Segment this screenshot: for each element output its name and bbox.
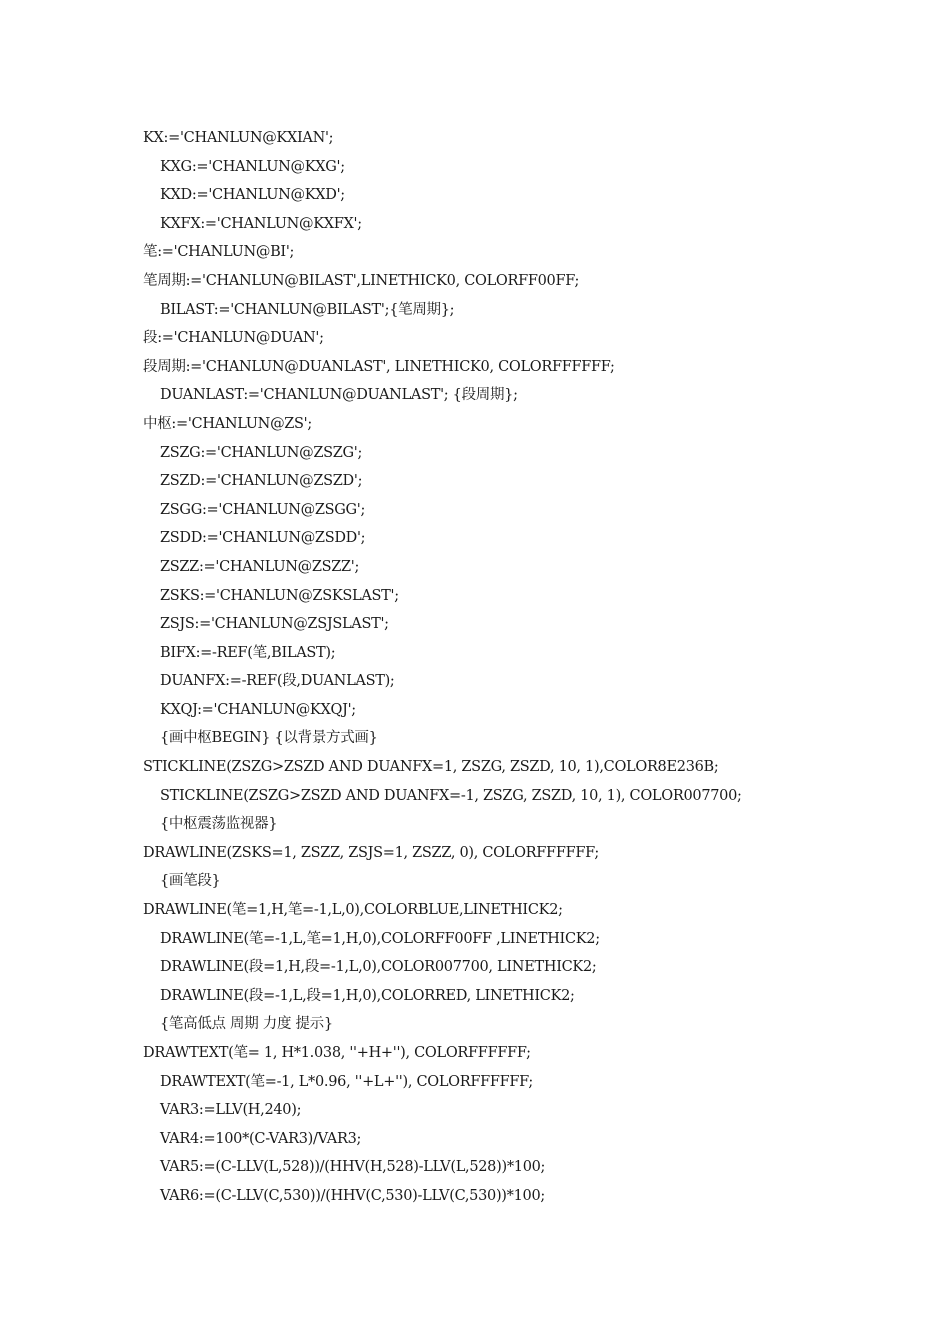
code-comment: {笔高低点 周期 力度 提示}: [160, 1016, 333, 1033]
code-line: BIFX:=-REF(笔,BILAST);: [160, 644, 336, 661]
code-comment: {画中枢BEGIN} {以背景方式画}: [160, 730, 378, 747]
code-line: BILAST:='CHANLUN@BILAST';{笔周期};: [160, 301, 455, 318]
code-line: 段:='CHANLUN@DUAN';: [143, 330, 324, 347]
code-line: ZSJS:='CHANLUN@ZSJSLAST';: [160, 616, 389, 633]
code-line: DRAWTEXT(笔= 1, H*1.038, ''+H+''), COLORFFFFFF;: [143, 1045, 531, 1061]
code-line: DRAWLINE(笔=-1,L,笔=1,H,0),COLORFF00FF ,LINETHICK2;: [160, 930, 600, 947]
code-line: DRAWLINE(段=-1,L,段=1,H,0),COLORRED, LINETHICK2;: [160, 987, 575, 1004]
code-line: VAR5:=(C-LLV(L,528))/(HHV(H,528)-LLV(L,528))*100;: [160, 1159, 546, 1176]
code-line: KXD:='CHANLUN@KXD';: [160, 187, 345, 204]
code-line: DRAWLINE(段=1,H,段=-1,L,0),COLOR007700, LINETHICK2;: [160, 959, 597, 976]
code-line: VAR4:=100*(C-VAR3)/VAR3;: [160, 1130, 362, 1147]
formula-code-block: [143, 124, 903, 1211]
code-line: KXQJ:='CHANLUN@KXQJ';: [160, 701, 356, 718]
code-line: ZSZD:='CHANLUN@ZSZD';: [160, 473, 363, 490]
code-line: KXG:='CHANLUN@KXG';: [160, 158, 345, 175]
code-line: DUANLAST:='CHANLUN@DUANLAST'; {段周期};: [160, 387, 518, 404]
code-line: DRAWTEXT(笔=-1, L*0.96, ''+L+''), COLORFFFFFF;: [160, 1073, 534, 1090]
code-line: DRAWLINE(笔=1,H,笔=-1,L,0),COLORBLUE,LINETHICK2;: [143, 902, 563, 919]
code-line: STICKLINE(ZSZG>ZSZD AND DUANFX=1, ZSZG, ZSZD, 10, 1),COLOR8E236B;: [143, 759, 719, 776]
code-line: KXFX:='CHANLUN@KXFX';: [160, 215, 362, 232]
code-line: 中枢:='CHANLUN@ZS';: [143, 415, 312, 432]
code-comment: {中枢震荡监视器}: [160, 816, 278, 833]
code-line: DUANFX:=-REF(段,DUANLAST);: [160, 673, 395, 690]
code-line: ZSZG:='CHANLUN@ZSZG';: [160, 444, 363, 461]
code-line: STICKLINE(ZSZG>ZSZD AND DUANFX=-1, ZSZG, ZSZD, 10, 1), COLOR007700;: [160, 787, 742, 804]
code-line: ZSDD:='CHANLUN@ZSDD';: [160, 530, 366, 547]
code-line: ZSZZ:='CHANLUN@ZSZZ';: [160, 558, 360, 575]
code-line: ZSKS:='CHANLUN@ZSKSLAST';: [160, 587, 399, 604]
code-line: ZSGG:='CHANLUN@ZSGG';: [160, 501, 366, 518]
code-line: VAR6:=(C-LLV(C,530))/(HHV(C,530)-LLV(C,530))*100;: [160, 1187, 545, 1204]
code-line: 段周期:='CHANLUN@DUANLAST', LINETHICK0, COLORFFFFFF;: [143, 358, 615, 375]
code-line: KX:='CHANLUN@KXIAN';: [143, 130, 334, 146]
code-comment: {画笔段}: [160, 873, 221, 890]
code-line: 笔周期:='CHANLUN@BILAST',LINETHICK0, COLORFF00FF;: [143, 272, 580, 289]
code-line: DRAWLINE(ZSKS=1, ZSZZ, ZSJS=1, ZSZZ, 0), COLORFFFFFF;: [143, 844, 599, 861]
code-line: VAR3:=LLV(H,240);: [160, 1102, 302, 1119]
code-line: 笔:='CHANLUN@BI';: [143, 244, 295, 261]
